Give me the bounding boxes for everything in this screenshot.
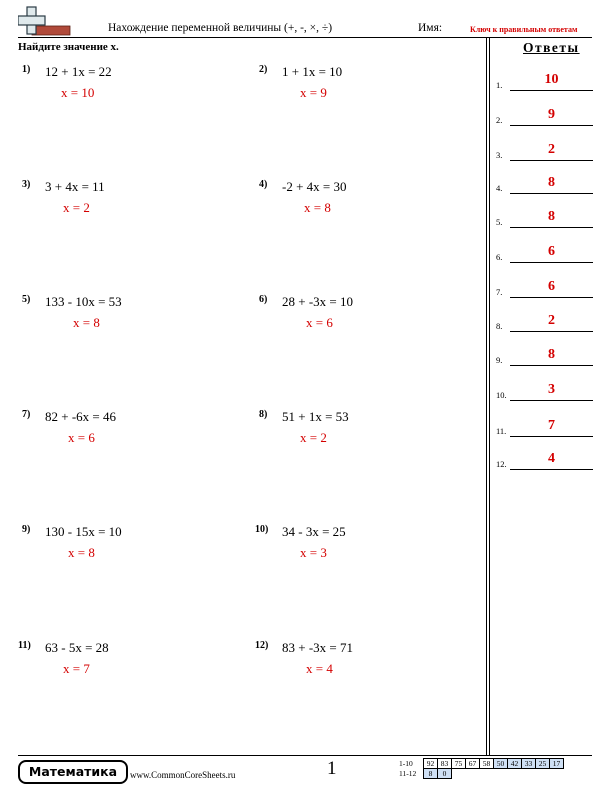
answer-line: [510, 160, 593, 161]
answer-key-label: Ключ к правильным ответам: [470, 25, 578, 34]
answer-slot-9: [496, 347, 596, 377]
subject-badge: Математика: [18, 760, 128, 784]
problem-number: 9): [22, 524, 31, 535]
answer-line: [510, 125, 593, 126]
problem-answer: x = 3: [300, 545, 327, 560]
problem-equation: -2 + 4x = 30: [282, 179, 347, 194]
problem-answer: x = 9: [300, 85, 327, 100]
problem-answer: x = 2: [300, 430, 327, 445]
header-divider: [18, 37, 592, 38]
answer-number: 2.: [496, 115, 503, 125]
answer-value: 4: [548, 451, 555, 466]
problem-equation: 83 + -3x = 71: [282, 640, 353, 655]
problem-answer: x = 8: [304, 200, 331, 215]
answer-number: 12.: [496, 459, 507, 469]
problem-answer: x = 10: [61, 85, 95, 100]
score-cell: 0: [438, 769, 452, 779]
score-cell: 8: [424, 769, 438, 779]
problem-equation: 3 + 4x = 11: [45, 179, 105, 194]
problem-answer: x = 8: [73, 315, 100, 330]
answer-slot-6: [496, 244, 596, 274]
answer-line: [510, 400, 593, 401]
answer-slot-1: [496, 72, 596, 102]
answers-title: Ответы: [523, 40, 580, 55]
problem-answer: x = 8: [68, 545, 95, 560]
score-cell: 75: [452, 759, 466, 769]
problem-number: 11): [18, 640, 31, 651]
website-link[interactable]: www.CommonCoreSheets.ru: [130, 770, 236, 780]
answer-number: 7.: [496, 287, 503, 297]
name-label: Имя:: [418, 22, 443, 34]
problem-equation: 130 - 15x = 10: [45, 524, 122, 539]
answer-line: [510, 436, 593, 437]
answer-slot-8: [496, 313, 596, 343]
instructions: Найдите значение x.: [18, 41, 119, 53]
footer-divider: [18, 755, 592, 756]
answer-value: 8: [548, 175, 555, 190]
score-cell: 42: [508, 759, 522, 769]
problem-number: 1): [22, 64, 31, 75]
problem-equation: 133 - 10x = 53: [45, 294, 122, 309]
problem-equation: 82 + -6x = 46: [45, 409, 116, 424]
problem-number: 2): [259, 64, 268, 75]
problem-number: 6): [259, 294, 268, 305]
problem-answer: x = 7: [63, 661, 90, 676]
score-cell: 92: [424, 759, 438, 769]
answer-number: 10.: [496, 390, 507, 400]
problem-equation: 12 + 1x = 22: [45, 64, 112, 79]
answer-line: [510, 90, 593, 91]
problem-equation: 63 - 5x = 28: [45, 640, 109, 655]
answer-number: 8.: [496, 321, 503, 331]
answer-slot-10: [496, 382, 596, 412]
answers-column-divider-inner: [489, 37, 490, 755]
problem-answer: x = 4: [306, 661, 333, 676]
answer-value: 3: [548, 382, 555, 397]
answer-slot-3: [496, 142, 596, 172]
score-cell: 33: [522, 759, 536, 769]
problem-equation: 34 - 3x = 25: [282, 524, 346, 539]
answer-number: 3.: [496, 150, 503, 160]
worksheet-title: Нахождение переменной величины (+, -, ×, ÷): [108, 22, 333, 34]
score-cell: 58: [480, 759, 494, 769]
answer-value: 9: [548, 107, 555, 122]
answer-value: 7: [548, 418, 555, 433]
problem-number: 5): [22, 294, 31, 305]
answer-slot-2: [496, 107, 596, 137]
answer-value: 2: [548, 313, 555, 328]
problem-answer: x = 6: [68, 430, 95, 445]
score-cell: 25: [536, 759, 550, 769]
logo-plus-icon: [18, 6, 74, 36]
answer-value: 2: [548, 142, 555, 157]
answer-value: 6: [548, 279, 555, 294]
page-number: 1: [327, 758, 337, 779]
answer-slot-7: [496, 279, 596, 309]
problem-number: 8): [259, 409, 268, 420]
score-row-label: 11-12: [399, 769, 417, 778]
score-row-label: 1-10: [399, 759, 413, 768]
answer-value: 10: [544, 72, 559, 87]
answer-line: [510, 297, 593, 298]
problem-number: 12): [255, 640, 269, 651]
problem-number: 7): [22, 409, 31, 420]
score-row-1-10: [399, 759, 564, 769]
answer-slot-5: [496, 209, 596, 239]
answer-line: [510, 331, 593, 332]
answer-value: 8: [548, 209, 555, 224]
score-cell: 50: [494, 759, 508, 769]
answer-value: 8: [548, 347, 555, 362]
problem-number: 3): [22, 179, 31, 190]
answer-number: 11.: [496, 426, 507, 436]
answer-number: 5.: [496, 217, 503, 227]
problem-number: 10): [255, 524, 269, 535]
answer-line: [510, 227, 593, 228]
score-cell: 67: [466, 759, 480, 769]
answer-line: [510, 365, 593, 366]
answer-slot-12: [496, 451, 596, 481]
score-cell: 17: [550, 759, 564, 769]
answer-line: [510, 469, 593, 470]
answer-number: 6.: [496, 252, 503, 262]
answer-number: 9.: [496, 355, 503, 365]
answer-number: 1.: [496, 80, 503, 90]
problem-number: 4): [259, 179, 268, 190]
problem-equation: 28 + -3x = 10: [282, 294, 353, 309]
answer-number: 4.: [496, 183, 503, 193]
answer-line: [510, 262, 593, 263]
answers-column-divider: [486, 37, 487, 755]
problem-answer: x = 6: [306, 315, 333, 330]
problem-equation: 51 + 1x = 53: [282, 409, 349, 424]
score-cell: 83: [438, 759, 452, 769]
answer-value: 6: [548, 244, 555, 259]
score-table: [399, 758, 564, 779]
answer-slot-11: [496, 418, 596, 448]
problem-equation: 1 + 1x = 10: [282, 64, 343, 79]
answer-line: [510, 193, 593, 194]
score-row-11-12: [399, 769, 564, 779]
problem-answer: x = 2: [63, 200, 90, 215]
answer-slot-4: [496, 175, 596, 205]
